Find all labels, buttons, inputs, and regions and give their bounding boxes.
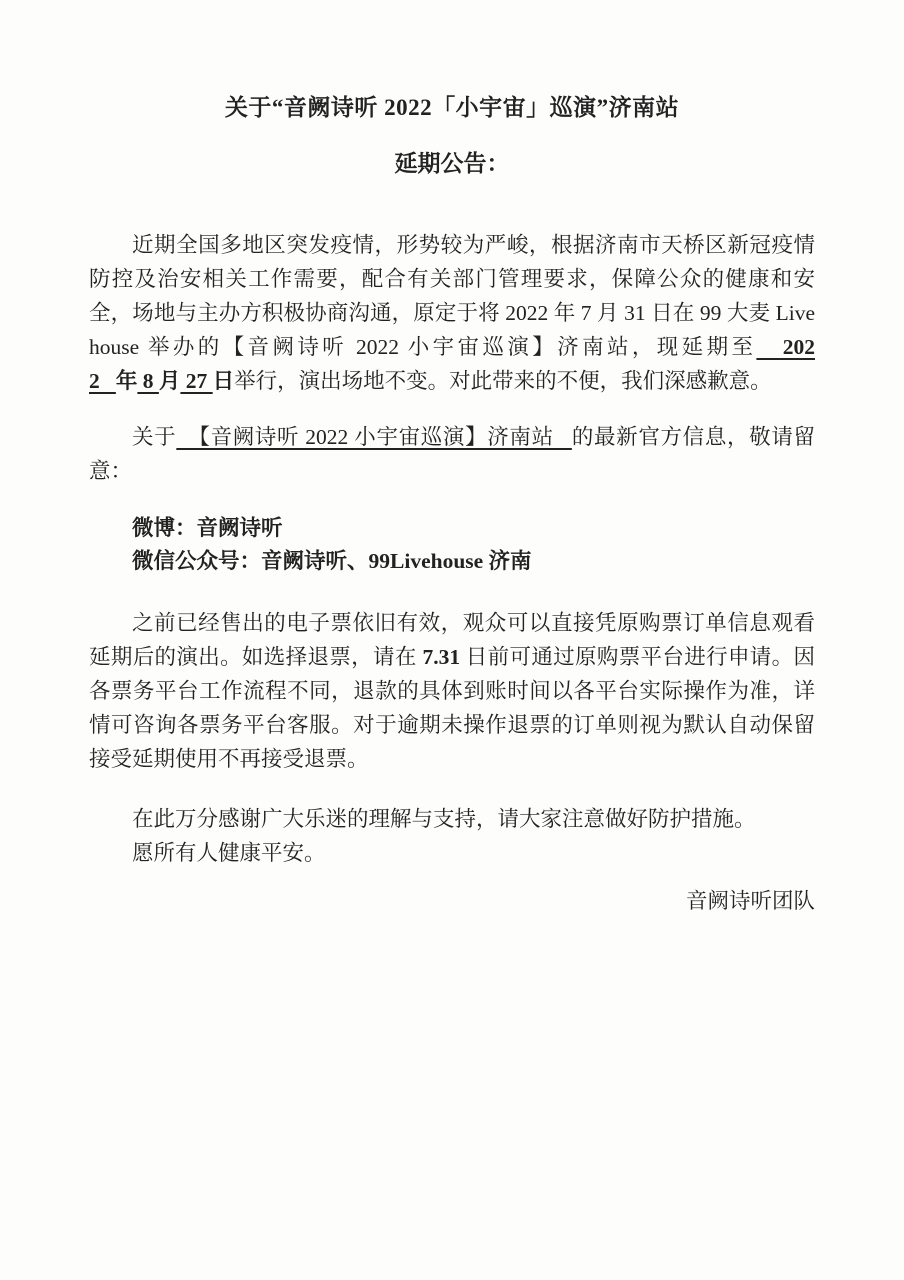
contact-weibo-line: 微博：音阙诗听 xyxy=(132,516,283,540)
paragraph-thanks: 在此万分感谢广大乐迷的理解与支持，请大家注意做好防护措施。 xyxy=(132,807,756,831)
paragraph-postponement: 近期全国多地区突发疫情，形势较为严峻，根据济南市天桥区新冠疫情防控及治安相关工作需要，配合有关部门管理要求，保障公众的健康和安全，场地与主办方积极协商沟通，原定于将 2022 年 7 月 31 日在 99 大麦 Livehouse 举办的【音阙诗听 2022 小宇宙巡演】济南站，现延期至 2022 年 8 月 27 日举行，演出场地不变。对此带来的不便，我们深感歉意。 xyxy=(89,233,815,393)
paragraph-ticket-policy: 之前已经售出的电子票依旧有效，观众可以直接凭原购票订单信息观看延期后的演出。如选择退票，请在 7.31 日前可通过原购票平台进行申请。因各票务平台工作流程不同，退款的具体到账时间以各平台实际操作为准，详情可咨询各票务平台客服。对于逾期未操作退票的订单则视为默认自动保留接受延期使用不再接受退票。 xyxy=(89,611,815,771)
document-title: 关于“音阙诗听 2022「小宇宙」巡演”济南站 xyxy=(224,95,680,120)
paragraph-official-info: 关于 【音阙诗听 2022 小宇宙巡演】济南站 的最新官方信息，敬请留意： xyxy=(89,425,815,483)
paragraph-wish: 愿所有人健康平安。 xyxy=(132,841,326,865)
signature: 音阙诗听团队 xyxy=(685,889,815,913)
contact-block xyxy=(89,512,815,578)
contact-wechat-line: 微信公众号：音阙诗听、99Livehouse 济南 xyxy=(132,549,532,573)
document-subtitle: 延期公告： xyxy=(394,151,510,176)
